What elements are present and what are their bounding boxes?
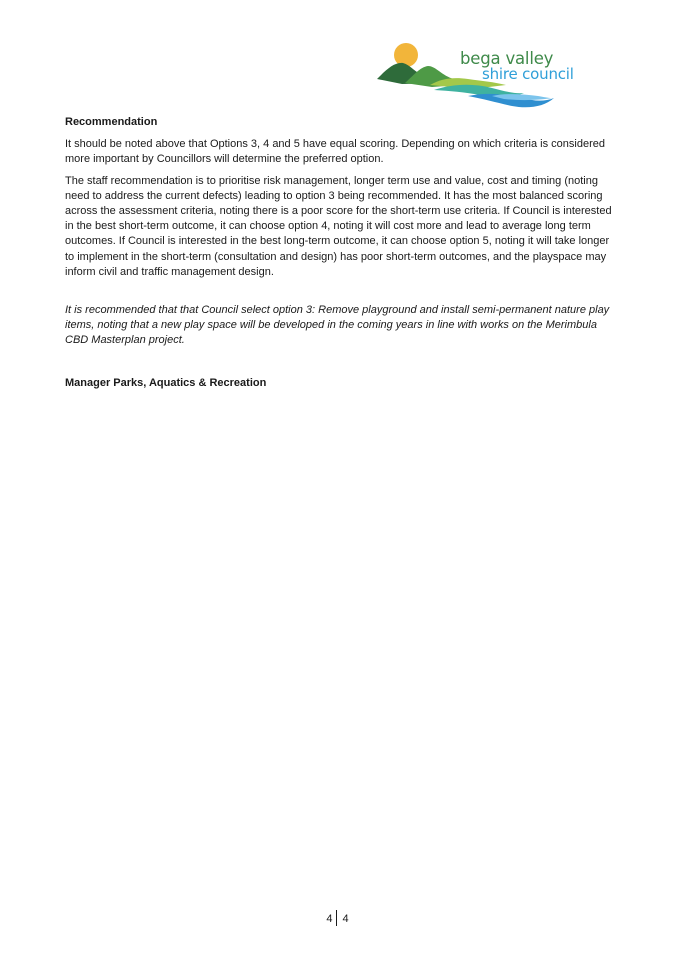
page-number-right: 4 [342,913,349,925]
author-signoff: Manager Parks, Aquatics & Recreation [65,376,267,389]
logo-text-bega-valley: bega valley [460,49,554,68]
page-number-divider [336,910,337,926]
page-number-left: 4 [326,913,333,925]
document-body [65,115,620,391]
body-paragraph: It should be noted above that Options 3, 4 and 5 have equal scoring. Depending on which criteria is considered more important by Councillors will determine the preferred option. [65,138,605,166]
body-paragraph: The staff recommendation is to prioritise risk management, longer term use and value, cost and timing (noting need to address the current defects) leading to option 3 being recommended. It has the most balanced scoring across the assessment criteria, noting there is a poor score for the short-term use criteria. If Council is interested in the best short-term outcome, it can choose option 4, noting it will cost more and lead to average long term outcomes. If Council is interested in the best long-term outcome, it can choose option 5, noting it will take longer to implement in the short-term (consultation and design) has poor short-term outcomes, and the playspace may inform civil and traffic management design. [65,174,612,278]
section-heading: Recommendation [65,116,158,128]
logo-text-shire-council: shire council [482,65,574,83]
logo-sun [394,43,418,67]
recommendation-statement: It is recommended that that Council select option 3: Remove playground and install semi-permanent nature play items, noting that a new play space will be developed in the coming years in line with works on the Merimbula CBD Masterplan project. [65,304,610,347]
council-logo [372,38,587,114]
page-footer [0,910,675,927]
